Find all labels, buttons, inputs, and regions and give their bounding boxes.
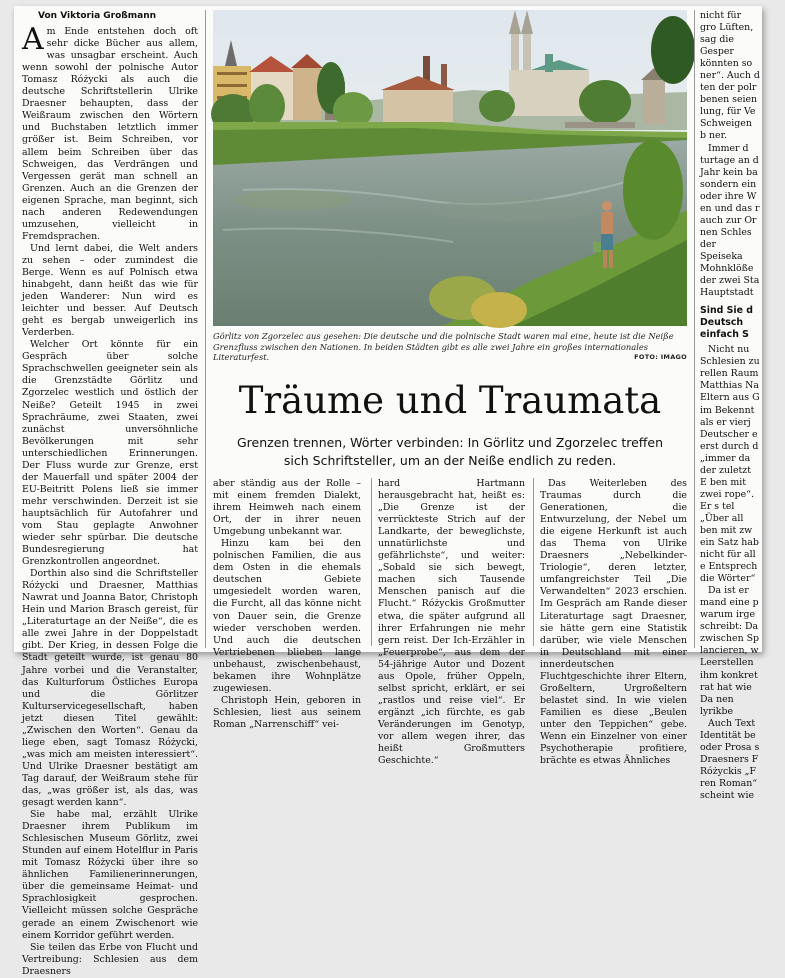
paragraph: Und lernt dabei, die Welt anders zu sehen – oder zumindest die Berge. Wenn es auf Polnisch etwa hinabgeht, dann heißt das wie für jeden Wanderer: Nun wird es leichter und besser. Auf Deutsch geht es bergab unweigerlich ins Verderben.	[22, 242, 198, 339]
paragraph: Auch Text Identität be oder Prosa s Draesners F Różyckis „F ren Roman“ scheint wie	[700, 717, 760, 801]
article-column-1	[22, 10, 198, 977]
article-column-3	[378, 478, 525, 767]
subheading: Sind Sie d Deutsch einfach S	[700, 305, 753, 341]
paragraph: Welcher Ort könnte für ein Gespräch über solche Sprachschwellen geeigneter sein als die Grenzstädte Görlitz und Zgorzelec westlich und östlich der Neiße? Geteilt 1945 in zwei Sprachräume, zwei Staaten, zwei zunächst unversöhnliche Bevölkerungen mit sehr unterschiedlichen Erinnerungen. Der Fluss wurde zur Grenze, erst der Mauerfall und später 2004 der EU-Beitritt Polens ließ sie immer mehr verschwinden. Derzeit ist sie hauptsächlich für Autofahrer und vom Stau geplagte Anwohner wieder sehr spürbar. Die deutsche Bundesregierung hat Grenzkontrollen angeordnet.	[22, 339, 198, 568]
paragraph: Immer d turtage an d Jahr kein ba sondern ein oder ihre W en und das r auch zur Or nen Schles der Speiseka Mohnklöße der zwei Sta Hauptstadt	[700, 142, 760, 299]
paragraph: Am Ende entstehen doch oft sehr dicke Bücher aus allem, was unsagbar erscheint. Auch wenn sowohl der polnische Autor Tomasz Różycki als auch die deutsche Schriftstellerin Ulrike Draesner behaupten, dass der Weißraum zwischen den Wörtern und Buchstaben letztlich immer größer ist. Beim Schreiben, vor allem beim Schreiben über das Schweigen, das Verdrängen und Vergessen gerät man schnell an Grenzen. Auch an die Grenzen der eigenen Sprache, man beginnt, sich nach anderen Redewendungen umzusehen, vielleicht in Fremdsprachen.	[22, 22, 198, 242]
paragraph: Sie habe mal, erzählt Ulrike Draesner ihrem Publikum im Schlesischen Museum Görlitz, zwei Stunden auf einem Hotelflur in Paris mit Tomasz Różycki über ihre so ähnlichen Familienerinnerungen, über die gemeinsame Heimat- und Sprachlosigkeit gesprochen. Vielleicht müssen solche Gespräche gerade an einem Zwischenort wie einem Korridor geführt werden.	[22, 809, 198, 941]
paragraph: Sie teilen das Erbe von Flucht und Vertreibung: Schlesien aus dem Draesners	[22, 941, 198, 977]
column-rule	[694, 10, 695, 648]
article-headline: Träume und Traumata	[238, 379, 662, 422]
article-column-5	[700, 10, 760, 801]
paragraph: Christoph Hein, geboren in Schlesien, liest aus seinem Roman „Narrenschiff“ vei-	[213, 694, 361, 730]
paragraph: aber ständig aus der Rolle – mit einem fremden Dialekt, ihrem Heimweh nach einem Ort, der in ihrer neuen Umgebung unbekannt war.	[213, 478, 361, 538]
newspaper-page	[14, 6, 762, 977]
column-rule	[533, 478, 534, 646]
paragraph: Dorthin also sind die Schriftsteller Różycki und Draesner, Matthias Nawrat und Joanna Bator, Christoph Hein und Marion Brasch gereist, für „Literaturtage an der Neiße“, die es alle zwei Jahre in der Doppelstadt gibt. Der Krieg, in dessen Folge die Stadt geteilt wurde, ist genau 80 Jahre vorbei und die Veranstalter, das Kulturforum Östliches Europa und die Görlitzer Kulturservicegesellschaft, haben jetzt diesen Titel gewählt: „Zwischen den Worten“. Genau da liege eben, sagt Tomasz Różycki, „was mich am meisten interessiert“. Und Ulrike Draesner bestätigt am Tag darauf, der Weißraum stehe für das, „was größer ist, als das, was gesagt werden kann“.	[22, 568, 198, 809]
paragraph: Da ist er mand eine p warum irge schreibt: Da zwischen Sp lancieren, w Leerstellen ihm konkret rat hat wie Da nen lyrikbe	[700, 585, 760, 717]
column-rule	[371, 478, 372, 646]
article-column-2	[213, 478, 361, 730]
paragraph: nicht für gro Lüften, sag die Gesper könnten so ner“. Auch d ten der polr benen seien lung, für Ve Schweigen b ner.	[700, 10, 760, 142]
article-column-4	[540, 478, 687, 767]
photo-credit: FOTO: IMAGO	[634, 353, 687, 361]
caption-text: Görlitz von Zgorzelec aus gesehen: Die deutsche und die polnische Stadt waren mal eine, heute ist die Neiße Grenzfluss zwischen den Nationen. In beiden Städten gibt es alle zwei Jahre ein großes internationales Literaturfest.	[213, 331, 674, 362]
column-rule	[205, 10, 206, 648]
paragraph: Das Weiterleben des Traumas durch die Generationen, die Entwurzelung, der Nebel um die eigene Herkunft ist auch das Thema von Ulrike Draesners „Nebelkinder-Triologie“, deren letzter, umfangreichster Teil „Die Verwandelten“ 2023 erschien. Im Gespräch am Rande dieser Literaturtage sagt Draesner, sie hätte gern eine Statistik darüber, wie viele Menschen in Deutschland mit einer innerdeutschen Fluchtgeschichte ihrer Eltern, Großeltern, Urgroßeltern belastet sind. In wie vielen Familien es diese „Beulen unter den Teppichen“ gebe. Wenn ein Einzelner von einer Psychotherapie profitiere, brächte es etwas Ähnliches	[540, 478, 687, 767]
paragraph: hard Hartmann herausgebracht hat, heißt es: „Die Grenze ist der verrückteste Strich auf der Landkarte, der beweglichste, unnatürlichste und gefährlichste“, und weiter: „Sobald sie sich bewegt, machen sich Tausende Menschen panisch auf die Flucht.“ Różyckis Großmutter etwa, die später aufgrund all ihrer Erfahrungen nie mehr gern reist. Der Ich-Erzähler in „Feuerprobe“, aus dem der 54-jährige Autor und Dozent aus Opole, früher Oppeln, selbst spricht, erklärt, er sei „rastlos und reise viel“. Er ergänzt „ich fürchte, es gab Veränderungen im Genotyp, vor allem wegen ihrer, das heißt Großmutters Geschichte.“	[378, 478, 525, 767]
dropcap: A	[22, 22, 44, 58]
photo-caption	[213, 331, 687, 363]
paragraph: Nicht nu Schlesien zu rellen Raum Matthias Na Eltern aus G im Bekennt als er vierj Deutscher e erst durch d „immer da der zuletzt E ben mit zwei rope“. Er s tel „Über all ben mit zw ein Satz hab nicht für all e Entsprech die Wörter“	[700, 344, 760, 585]
byline: Von Viktoria Großmann	[38, 11, 157, 21]
paragraph: Hinzu kam bei den polnischen Familien, die aus dem Osten in die ehemals deutschen Gebiete umgesiedelt worden waren, die Furcht, all das könne nicht von Dauer sein, die Grenze wieder verschoben werden. Und auch die deutschen Vertriebenen blieben lange unbehaust, zwischenbehaust, bekamen ihre Wohnplätze zugewiesen.	[213, 538, 361, 694]
article-photo	[213, 10, 687, 326]
article-deck: Grenzen trennen, Wörter verbinden: In Görlitz und Zgorzelec treffen sich Schriftsteller, um an der Neiße endlich zu reden.	[237, 435, 663, 468]
river-town-illustration	[213, 10, 687, 326]
